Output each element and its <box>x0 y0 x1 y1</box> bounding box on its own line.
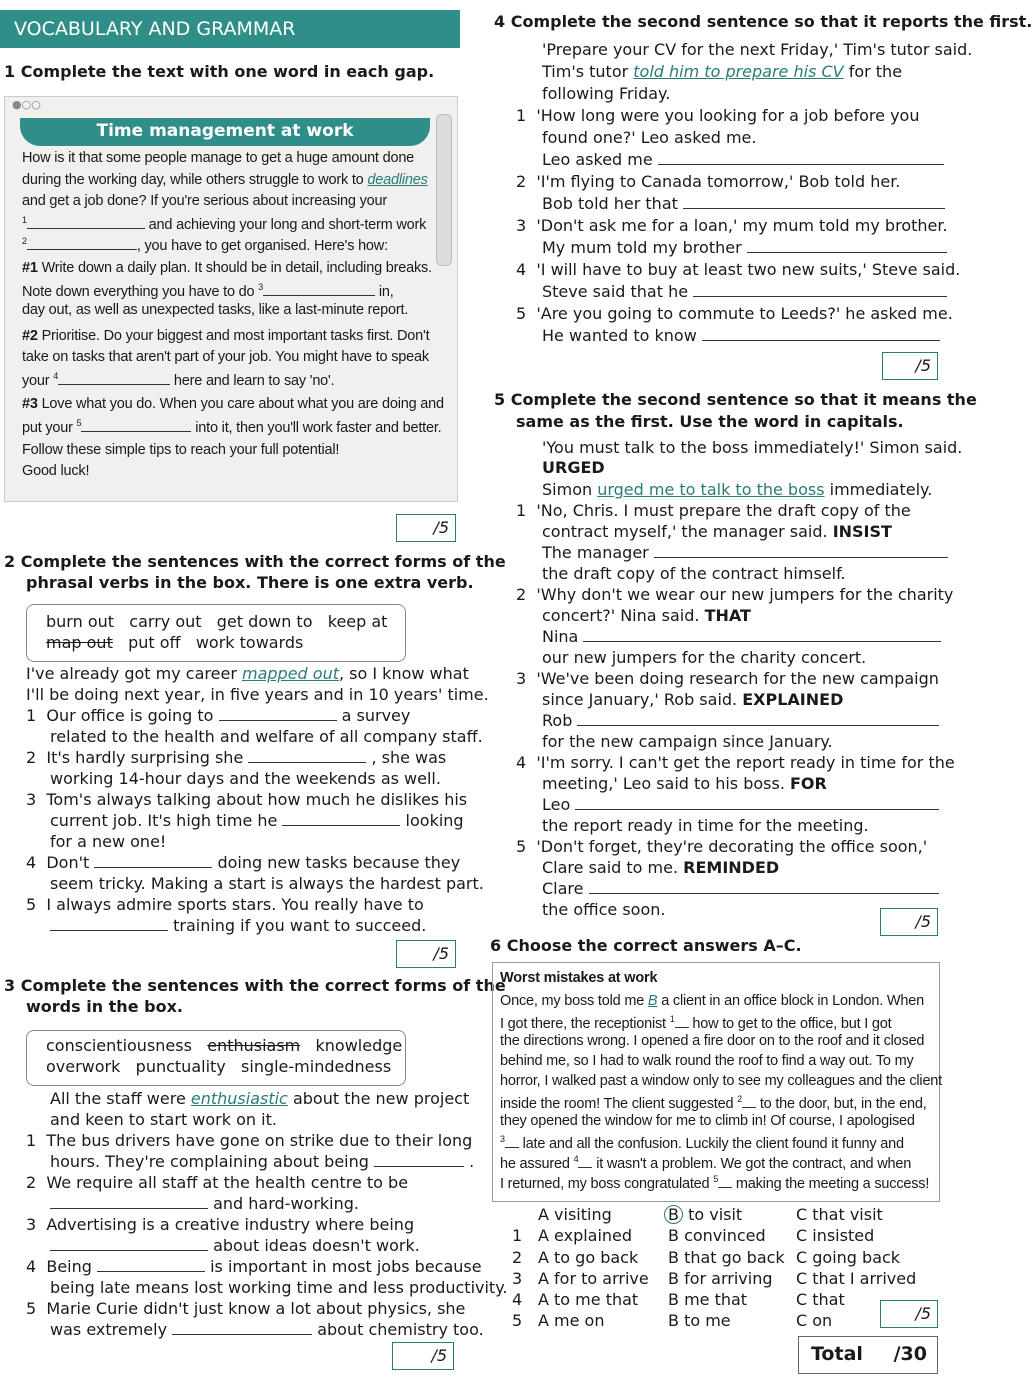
text-line: it wasn't a problem. We got the contract, and when <box>592 1156 912 1172</box>
total-label: Total <box>811 1343 863 1365</box>
text-line: making the meeting a success! <box>732 1176 930 1192</box>
blank-input[interactable] <box>50 1194 208 1209</box>
text-line: a client in an office block in London. When <box>657 993 925 1009</box>
gap-3[interactable] <box>505 1133 519 1148</box>
blank-input[interactable] <box>50 916 168 931</box>
ex2-instruction: phrasal verbs in the box. There is one extra verb. <box>26 573 474 592</box>
box-word: get down to <box>216 612 313 631</box>
box-word: keep at <box>327 612 388 631</box>
option-b[interactable]: B that go back <box>668 1248 785 1267</box>
blank-input[interactable] <box>583 627 941 642</box>
box-word: knowledge <box>315 1036 403 1055</box>
article-line: into it, then you'll work faster and better. <box>191 420 442 436</box>
box-word-used: map out <box>46 633 113 652</box>
option-a[interactable]: A for to arrive <box>538 1269 649 1288</box>
item-text: Marie Curie didn't just know a lot about physics, she <box>46 1299 466 1318</box>
box-word: put off <box>128 633 181 652</box>
item-text: 'Why don't we wear our new jumpers for the charity <box>536 585 954 604</box>
item-text: the draft copy of the contract himself. <box>542 564 846 583</box>
option-c[interactable]: C on <box>796 1311 833 1330</box>
item-number: 3 <box>516 669 527 688</box>
option-number: 2 <box>512 1248 523 1267</box>
item-text: It's hardly surprising she <box>46 748 249 767</box>
ex4-score[interactable]: /5 <box>882 352 938 380</box>
item-text: 'How long were you looking for a job before you <box>536 106 920 125</box>
box-word: single-mindedness <box>241 1057 392 1076</box>
option-b[interactable]: B me that <box>668 1290 748 1309</box>
selected-circle: B <box>664 1205 683 1224</box>
item-number: 2 <box>516 585 527 604</box>
example-answer: told him to prepare his CV <box>633 62 844 81</box>
example-answer: deadlines <box>367 172 428 188</box>
example-text: and keen to start work on it. <box>50 1110 277 1129</box>
item-text: Bob told her that <box>542 194 683 213</box>
text-line: I returned, my boss congratulated <box>500 1176 714 1192</box>
item-text: hours. They're complaining about being <box>50 1152 375 1171</box>
item-text: Steve said that he <box>542 282 694 301</box>
article-line: Note down everything you have to do <box>22 284 259 300</box>
item-number: 3 <box>26 1215 37 1234</box>
gap-number: 1 <box>22 215 27 226</box>
box-word: burn out <box>46 612 115 631</box>
item-number: 1 <box>516 106 527 125</box>
blank-input[interactable] <box>589 879 939 894</box>
example-text: , so I know what <box>338 664 469 683</box>
ex5-instruction: 5 Complete the second sentence so that it means the <box>494 390 977 409</box>
item-text: current job. It's high time he <box>50 811 283 830</box>
gap-3[interactable] <box>263 281 375 296</box>
example-text: I've already got my career <box>26 664 242 683</box>
article-line: day out, as well as unexpected tasks, like a last-minute report. <box>22 302 409 318</box>
item-text: for a new one! <box>50 832 167 851</box>
item-number: 1 <box>516 501 527 520</box>
item-number: 4 <box>516 260 527 279</box>
box-word: carry out <box>129 612 202 631</box>
option-a[interactable]: A to me that <box>538 1290 639 1309</box>
item-number: 2 <box>516 172 527 191</box>
item-text: We require all staff at the health centre to be <box>46 1173 409 1192</box>
article-line: Write down a daily plan. It should be in detail, including breaks. <box>37 260 432 276</box>
item-text: Being <box>46 1257 98 1276</box>
gap-number: 2 <box>737 1094 742 1105</box>
item-text: the report ready in time for the meeting. <box>542 816 869 835</box>
blank-input[interactable] <box>747 238 947 253</box>
gap-number: 5 <box>76 418 82 429</box>
blank-input[interactable] <box>374 1152 464 1167</box>
item-text: My mum told my brother <box>542 238 747 257</box>
gap-2[interactable] <box>27 235 137 250</box>
gap-number: 4 <box>53 371 59 382</box>
item-text: and hard-working. <box>208 1194 359 1213</box>
ex1-score[interactable]: /5 <box>396 514 456 542</box>
text-line: he assured <box>500 1156 574 1172</box>
item-text: being late means lost working time and less productivity. <box>50 1278 508 1297</box>
item-text: for the new campaign since January. <box>542 732 833 751</box>
text-line: how to get to the office, but I got <box>688 1016 892 1032</box>
option-c[interactable]: C insisted <box>796 1226 875 1245</box>
gap-number: 4 <box>573 1154 579 1165</box>
item-text: The bus drivers have gone on strike due to their long <box>46 1131 473 1150</box>
article-line: Love what you do. When you care about what you are doing and <box>37 396 444 412</box>
item-text: our new jumpers for the charity concert. <box>542 648 867 667</box>
article-line: , you have to get organised. Here's how: <box>136 238 388 254</box>
item-text: about ideas doesn't work. <box>208 1236 420 1255</box>
ex4-instruction: 4 Complete the second sentence so that it reports the first. <box>494 12 1032 31</box>
item-text: contract myself,' the manager said. <box>542 522 833 541</box>
gap-2[interactable] <box>742 1093 756 1108</box>
item-number: 5 <box>516 837 527 856</box>
item-text: Leo <box>542 795 576 814</box>
option-a[interactable]: A to go back <box>538 1248 639 1267</box>
total-value: /30 <box>893 1343 927 1365</box>
item-text: I always admire sports stars. You really have to <box>46 895 424 914</box>
item-text: Tom's always talking about how much he dislikes his <box>46 790 468 809</box>
item-text: was extremely <box>50 1320 173 1339</box>
ex3-score[interactable]: /5 <box>392 1342 454 1370</box>
keyword: FOR <box>789 774 827 793</box>
window-dots-icon: ●○○ <box>12 98 41 111</box>
blank-input[interactable] <box>577 711 939 726</box>
example-text: about the new project <box>287 1089 470 1108</box>
box-word: overwork <box>46 1057 121 1076</box>
item-text: Our office is going to <box>46 706 219 725</box>
example-answer: mapped out <box>241 664 339 683</box>
item-text: . <box>464 1152 475 1171</box>
item-number: 5 <box>516 304 527 323</box>
example-text: I'll be doing next year, in five years and in 10 years' time. <box>26 685 489 704</box>
article-line: in, <box>375 284 394 300</box>
article-line: and get a job done? If you're serious about increasing your <box>22 193 387 209</box>
item-number: 2 <box>26 748 37 767</box>
item-text: 'Don't forget, they're decorating the office soon,' <box>536 837 928 856</box>
keyword: INSIST <box>832 522 892 541</box>
blank-input[interactable] <box>702 326 940 341</box>
gap-4[interactable] <box>578 1153 592 1168</box>
ex6-instruction: 6 Choose the correct answers A–C. <box>490 936 802 955</box>
item-number: 4 <box>26 1257 37 1276</box>
ex6-score[interactable]: /5 <box>880 1300 938 1328</box>
item-text: Nina <box>542 627 584 646</box>
blank-input[interactable] <box>94 853 212 868</box>
ex1-instruction: 1 Complete the text with one word in each gap. <box>4 62 435 81</box>
item-text: related to the health and welfare of all company staff. <box>50 727 483 746</box>
blank-input[interactable] <box>693 282 947 297</box>
box-word: punctuality <box>135 1057 226 1076</box>
text-line: to the door, but, in the end, <box>755 1096 927 1112</box>
item-text: The manager <box>542 543 654 562</box>
item-text: 'I'm flying to Canada tomorrow,' Bob told her. <box>536 172 901 191</box>
item-text: 'Are you going to commute to Leeds?' he asked me. <box>536 304 953 323</box>
option-a[interactable]: A me on <box>538 1311 605 1330</box>
option-number: 5 <box>512 1311 523 1330</box>
blank-input[interactable] <box>50 1236 208 1251</box>
item-text: Clare <box>542 879 589 898</box>
tip-number: #3 <box>22 396 38 412</box>
blank-input[interactable] <box>248 748 366 763</box>
text-line: Once, my boss told me <box>500 993 648 1009</box>
blank-input[interactable] <box>683 194 945 209</box>
item-text: doing new tasks because they <box>212 853 461 872</box>
total-score-box <box>798 1336 938 1374</box>
article-line: during the working day, while others struggle to work to <box>22 172 368 188</box>
example-text: for the <box>843 62 903 81</box>
keyword: EXPLAINED <box>742 690 844 709</box>
item-number: 1 <box>26 1131 37 1150</box>
blank-input[interactable] <box>97 1257 205 1272</box>
option-b[interactable]: B convinced <box>668 1226 766 1245</box>
example-answer: enthusiastic <box>190 1089 288 1108</box>
article-line: put your <box>22 420 77 436</box>
text-line: late and all the confusion. Luckily the client found it funny and <box>518 1136 904 1152</box>
gap-1[interactable] <box>675 1013 689 1028</box>
ex6-title: Worst mistakes at work <box>500 970 658 986</box>
article-line: Follow these simple tips to reach your full potential! <box>22 442 340 458</box>
example-keyword: URGED <box>542 458 605 477</box>
ex5-score[interactable]: /5 <box>880 908 938 936</box>
gap-number: 5 <box>713 1174 719 1185</box>
section-title: VOCABULARY AND GRAMMAR <box>0 10 460 48</box>
ex2-score[interactable]: /5 <box>396 940 456 968</box>
scrollbar[interactable] <box>436 114 452 266</box>
item-text: training if you want to succeed. <box>168 916 427 935</box>
item-text: since January,' Rob said. <box>542 690 743 709</box>
box-word: conscientiousness <box>46 1036 192 1055</box>
article-line: take on tasks that aren't part of your job. You might have to speak <box>22 349 429 365</box>
blank-input[interactable] <box>658 150 944 165</box>
item-number: 5 <box>26 1299 37 1318</box>
gap-5[interactable] <box>81 417 191 432</box>
text-line: the directions wrong. I opened a fire door on to the roof and it closed <box>500 1033 925 1049</box>
item-text: about chemistry too. <box>312 1320 484 1339</box>
text-line: inside the room! The client suggested <box>500 1096 738 1112</box>
example-text: All the staff were <box>50 1089 191 1108</box>
item-text: a survey <box>336 706 411 725</box>
ex3-instruction: words in the box. <box>26 997 183 1016</box>
item-text: found one?' Leo asked me. <box>542 128 757 147</box>
blank-input[interactable] <box>575 795 939 810</box>
item-number: 2 <box>26 1173 37 1192</box>
keyword: THAT <box>704 606 751 625</box>
example-answer: B <box>647 993 658 1009</box>
item-text: Rob <box>542 711 578 730</box>
item-text: 'I will have to buy at least two new suits,' Steve said. <box>536 260 961 279</box>
example-text: Simon <box>542 480 598 499</box>
box-word: work towards <box>195 633 304 652</box>
item-number: 4 <box>26 853 37 872</box>
blank-input[interactable] <box>654 543 948 558</box>
example-text: 'Prepare your CV for the next Friday,' Tim's tutor said. <box>542 40 973 59</box>
item-text: looking <box>400 811 464 830</box>
item-text: concert?' Nina said. <box>542 606 705 625</box>
article-line: Good luck! <box>22 463 90 479</box>
gap-number: 1 <box>669 1014 675 1025</box>
item-text: is important in most jobs because <box>205 1257 482 1276</box>
article-title: Time management at work <box>20 118 430 146</box>
item-text: the office soon. <box>542 900 666 919</box>
keyword: REMINDED <box>683 858 780 877</box>
item-text: , she was <box>366 748 447 767</box>
option-a[interactable]: A explained <box>538 1226 633 1245</box>
gap-5[interactable] <box>718 1173 732 1188</box>
article-line: your <box>22 373 54 389</box>
option-number: 4 <box>512 1290 523 1309</box>
option-c[interactable]: C that I arrived <box>796 1269 917 1288</box>
example-text: immediately. <box>824 480 933 499</box>
option-number: 3 <box>512 1269 523 1288</box>
item-text: 'I'm sorry. I can't get the report ready in time for the <box>536 753 955 772</box>
article-line: here and learn to say 'no'. <box>170 373 335 389</box>
tip-number: #2 <box>22 328 38 344</box>
item-text: 'Don't ask me for a loan,' my mum told my brother. <box>536 216 948 235</box>
item-text: 'We've been doing research for the new campaign <box>536 669 939 688</box>
text-line: behind me, so I had to walk round the roof to find a way out. To my <box>500 1053 914 1069</box>
gap-4[interactable] <box>58 370 170 385</box>
tip-number: #1 <box>22 260 38 276</box>
text-line: they opened the window for me to climb in! Of course, I apologised <box>500 1113 915 1129</box>
item-text: Leo asked me <box>542 150 658 169</box>
option-b[interactable]: B for arriving <box>668 1269 773 1288</box>
option-c[interactable]: C that visit <box>796 1205 883 1224</box>
example-text: following Friday. <box>542 84 671 103</box>
text-line: I got there, the receptionist <box>500 1016 670 1032</box>
item-number: 3 <box>516 216 527 235</box>
example-answer: urged me to talk to the boss <box>597 480 825 499</box>
item-number: 3 <box>26 790 37 809</box>
ex2-instruction: 2 Complete the sentences with the correct forms of the <box>4 552 506 571</box>
article-line: and achieving your long and short-term work <box>148 217 427 233</box>
item-text: Advertising is a creative industry where being <box>46 1215 415 1234</box>
gap-1[interactable] <box>27 214 145 229</box>
option-c[interactable]: C going back <box>796 1248 901 1267</box>
article-line: Prioritise. Do your biggest and most important tasks first. Don't <box>37 328 430 344</box>
text-line: horror, I walked past a window only to see my colleagues and the client <box>500 1073 942 1089</box>
option-b-selected[interactable] <box>664 1205 742 1224</box>
gap-number: 3 <box>500 1134 505 1145</box>
option-number: 1 <box>512 1226 523 1245</box>
item-text: working 14-hour days and the weekends as well. <box>50 769 441 788</box>
item-text: seem tricky. Making a start is always the hardest part. <box>50 874 484 893</box>
item-number: 5 <box>26 895 37 914</box>
blank-input[interactable] <box>282 811 400 826</box>
option-a[interactable]: A visiting <box>538 1205 612 1224</box>
box-word-used: enthusiasm <box>207 1036 301 1055</box>
option-c[interactable]: C that <box>796 1290 845 1309</box>
item-text: meeting,' Leo said to his boss. <box>542 774 790 793</box>
article-line: How is it that some people manage to get a huge amount done <box>22 150 415 166</box>
ex5-instruction: same as the first. Use the word in capitals. <box>516 412 904 431</box>
option-b[interactable]: B to me <box>668 1311 731 1330</box>
item-text: Don't <box>46 853 95 872</box>
item-number: 1 <box>26 706 37 725</box>
example-text: Tim's tutor <box>542 62 634 81</box>
blank-input[interactable] <box>219 706 337 721</box>
item-text: 'No, Chris. I must prepare the draft copy of the <box>536 501 911 520</box>
option-text: to visit <box>683 1205 743 1224</box>
item-text: Clare said to me. <box>542 858 684 877</box>
gap-number: 2 <box>22 236 27 247</box>
ex3-instruction: 3 Complete the sentences with the correct forms of the <box>4 976 506 995</box>
item-number: 4 <box>516 753 527 772</box>
item-text: He wanted to know <box>542 326 702 345</box>
example-text: 'You must talk to the boss immediately!' Simon said. <box>542 438 963 457</box>
blank-input[interactable] <box>172 1320 312 1335</box>
gap-number: 3 <box>258 282 264 293</box>
